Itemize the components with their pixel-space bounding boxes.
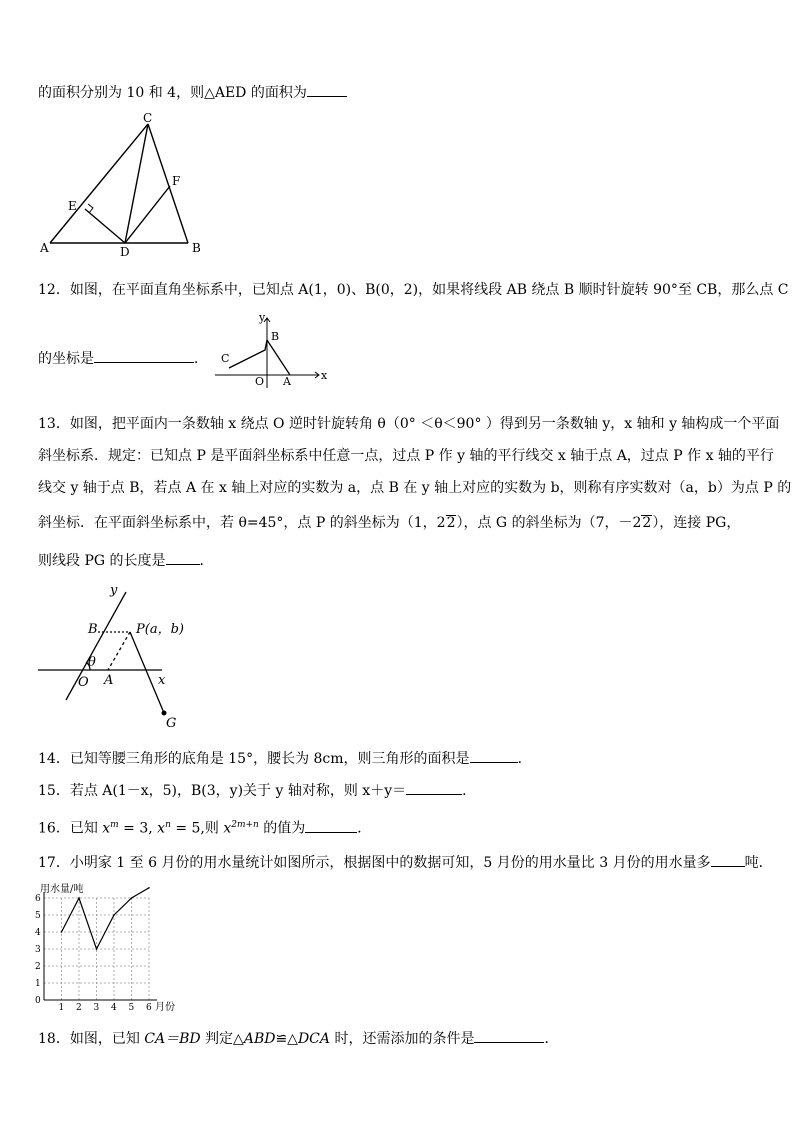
label-y: y xyxy=(110,583,118,598)
data-point xyxy=(148,887,150,889)
label-B: B xyxy=(192,241,201,255)
q13-line5: 则线段 PG 的长度是 ． xyxy=(38,550,214,571)
q12-line1: 12．如图，在平面直角坐标系中，已知点 A(1，0)、B(0，2)，如果将线段 AB 绕点 B 顺时针旋转 90°至 CB，那么点 C xyxy=(38,282,789,298)
answer-blank[interactable] xyxy=(711,852,745,867)
label-D: D xyxy=(120,245,130,259)
x-tick-label: 4 xyxy=(111,1003,117,1013)
q13-line4: 斜坐标．在平面斜坐标系中，若 θ=45°，点 P 的斜坐标为（1，22），点 G 的斜坐标为（7，－22），连接 PG， xyxy=(38,515,741,531)
q11-line: 的面积分别为 10 和 4，则△AED 的面积为 xyxy=(38,82,347,103)
q13-line1: 13．如图，把平面内一条数轴 x 绕点 O 逆时针旋转角 θ（0° ＜θ＜90° ）得到另一条数轴 y，x 轴和 y 轴构成一个平面 xyxy=(38,416,780,432)
q12-coordinate-figure xyxy=(215,312,335,388)
answer-blank[interactable] xyxy=(94,348,194,363)
data-point xyxy=(61,931,63,933)
q18-line: 18．如图，已知 CA＝BD 判定△ABD≌△DCA 时，还需添加的条件是 ． xyxy=(38,1028,558,1049)
y-tick-label: 5 xyxy=(35,911,41,921)
q13-line3: 线交 y 轴于点 B，若点 A 在 x 轴上对应的实数为 a，点 B 在 y 轴上对应的实数为 b，则称有序实数对（a，b）为点 P 的 xyxy=(38,480,792,496)
label-C: C xyxy=(221,352,230,365)
sqrt-expression: 2 xyxy=(446,515,456,531)
x-tick-label: 3 xyxy=(93,1003,100,1013)
y-tick-label: 0 xyxy=(35,996,41,1006)
y-tick-label: 6 xyxy=(35,894,41,904)
data-point xyxy=(78,897,80,899)
parallel-y-dashed xyxy=(108,632,130,670)
edge-CB xyxy=(148,124,188,243)
q13-oblique-figure xyxy=(38,580,198,730)
x-axis-title: 月份 xyxy=(155,1002,175,1013)
x-tick-label: 5 xyxy=(128,1003,135,1013)
data-point xyxy=(113,914,115,916)
answer-blank[interactable] xyxy=(305,818,357,833)
edge-ED xyxy=(85,209,125,243)
q15-line: 15．若点 A(1－x，5)，B(3，y)关于 y 轴对称，则 x＋y＝ ． xyxy=(38,780,476,801)
x-tick-label: 6 xyxy=(146,1003,152,1013)
label-P: P(a，b) xyxy=(136,622,184,637)
answer-blank[interactable] xyxy=(474,1028,544,1043)
label-C: C xyxy=(143,111,153,125)
edge-CD xyxy=(125,124,148,243)
answer-blank[interactable] xyxy=(470,748,518,763)
label-x: x xyxy=(158,673,166,688)
label-E: E xyxy=(68,199,77,213)
label-O: O xyxy=(78,675,89,690)
q16-line: 16．已知 $x^m = 3$, $x^n = 5$,则 $x^{2m+n}$ 的值为 ． xyxy=(38,815,371,839)
label-A: A xyxy=(104,673,114,688)
y-tick-label: 1 xyxy=(35,979,41,989)
answer-blank[interactable] xyxy=(406,780,462,795)
data-point xyxy=(131,897,133,899)
y-tick-label: 4 xyxy=(35,928,41,938)
x-tick-label: 1 xyxy=(58,1003,65,1013)
x-tick-label: 2 xyxy=(76,1003,82,1013)
y-tick-label: 3 xyxy=(35,945,41,955)
label-O: O xyxy=(255,375,265,388)
q14-line: 14．已知等腰三角形的底角是 15°，腰长为 8cm，则三角形的面积是 ． xyxy=(38,748,532,769)
sqrt-expression: 2 xyxy=(642,515,652,531)
series-line xyxy=(62,888,150,949)
water-usage-chart xyxy=(30,878,200,1018)
y-axis-title: 用水量/吨 xyxy=(40,884,84,895)
y-tick-label: 2 xyxy=(35,962,41,972)
q11-triangle-figure xyxy=(30,110,220,259)
label-G: G xyxy=(166,716,177,731)
data-point xyxy=(96,948,98,950)
segment-AB xyxy=(267,340,290,375)
q17-line: 17．小明家 1 至 6 月份的用水量统计如图所示，根据图中的数据可知，5 月份的用水量比 3 月份的用水量多 吨． xyxy=(38,852,773,873)
segment-CB xyxy=(229,340,267,368)
edge-DF xyxy=(125,186,170,243)
label-A: A xyxy=(283,375,291,388)
label-x: x xyxy=(321,369,328,382)
q12-line2: 的坐标是 ． xyxy=(38,348,208,369)
answer-blank[interactable] xyxy=(166,550,200,565)
label-theta: θ xyxy=(88,655,96,670)
y-axis xyxy=(66,592,126,700)
label-A: A xyxy=(40,241,49,255)
q13-line2: 斜坐标系．规定：已知点 P 是平面斜坐标系中任意一点，过点 P 作 y 轴的平行线交 x 轴于点 A，过点 P 作 x 轴的平行 xyxy=(38,448,774,464)
label-B: B xyxy=(271,330,280,343)
point-G xyxy=(162,711,167,716)
label-B: B xyxy=(88,622,98,637)
answer-blank[interactable] xyxy=(307,82,347,97)
edge-AC xyxy=(50,124,148,243)
label-F: F xyxy=(172,174,181,188)
label-y: y xyxy=(259,311,266,324)
